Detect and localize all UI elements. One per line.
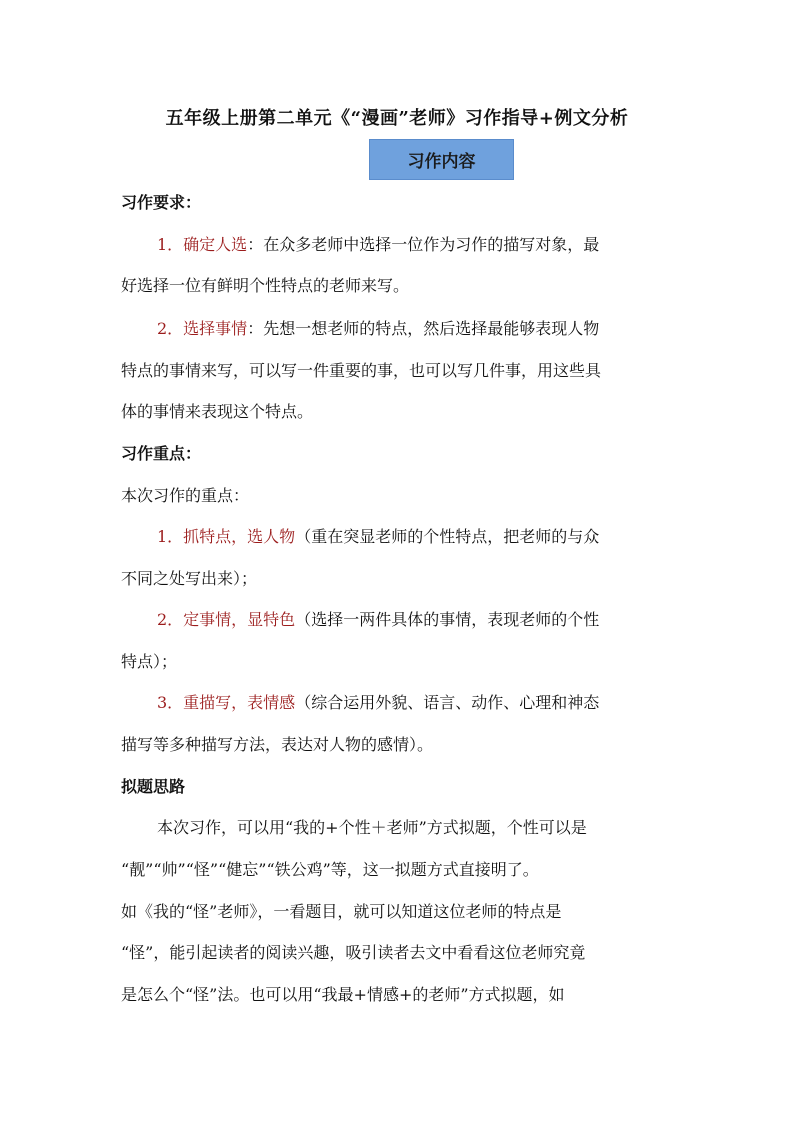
requirement-item-1-cont: 好选择一位有鲜明个性特点的老师来写。 bbox=[121, 276, 410, 295]
section-banner: 习作内容 bbox=[369, 139, 514, 180]
titling-line-5: 是怎么个“怪”法。也可以用“我最+情感+的老师”方式拟题，如 bbox=[121, 985, 565, 1004]
requirement-item-2-label: 2．选择事情 bbox=[157, 319, 248, 338]
requirement-item-1-text: ：在众多老师中选择一位作为习作的描写对象，最 bbox=[247, 235, 600, 254]
focus-item-3 bbox=[157, 690, 677, 713]
focus-item-1-cont: 不同之处写出来）； bbox=[121, 569, 258, 588]
requirement-item-2-text: ：先想一想老师的特点，然后选择最能够表现人物 bbox=[247, 319, 600, 338]
focus-item-2-text: （选择一两件具体的事情，表现老师的个性 bbox=[295, 610, 600, 629]
titling-line-3: 如《我的“怪”老师》，一看题目，就可以知道这位老师的特点是 bbox=[121, 902, 562, 921]
requirement-item-2 bbox=[157, 316, 677, 339]
titling-heading: 拟题思路 bbox=[121, 777, 186, 796]
focus-item-3-cont: 描写等多种描写方法，表达对人物的感情）。 bbox=[121, 735, 434, 754]
requirements-heading: 习作要求： bbox=[121, 193, 202, 212]
titling-line-4: “怪”，能引起读者的阅读兴趣，吸引读者去文中看看这位老师究竟 bbox=[121, 943, 586, 962]
document-title: 五年级上册第二单元《“漫画”老师》习作指导+例文分析 bbox=[165, 108, 629, 129]
focus-item-3-text: （综合运用外貌、语言、动作、心理和神态 bbox=[295, 693, 600, 712]
requirement-item-2-cont-1: 特点的事情来写，可以写一件重要的事，也可以写几件事，用这些具 bbox=[121, 361, 602, 380]
focus-item-1-label: 1．抓特点，选人物 bbox=[157, 527, 296, 546]
requirement-item-1-label: 1．确定人选 bbox=[157, 235, 248, 254]
requirement-item-2-cont-2: 体的事情来表现这个特点。 bbox=[121, 402, 314, 421]
focus-item-1 bbox=[157, 524, 677, 547]
titling-line-2: “靓”“帅”“怪”“健忘”“铁公鸡”等，这一拟题方式直接明了。 bbox=[121, 860, 539, 879]
titling-line-1: 本次习作，可以用“我的+个性＋老师”方式拟题，个性可以是 bbox=[157, 818, 587, 837]
focus-item-2 bbox=[157, 607, 677, 630]
focus-item-1-text: （重在突显老师的个性特点，把老师的与众 bbox=[295, 527, 600, 546]
focus-item-2-cont: 特点）； bbox=[121, 652, 178, 671]
focus-intro: 本次习作的重点： bbox=[121, 486, 250, 505]
focus-item-3-label: 3．重描写，表情感 bbox=[157, 693, 296, 712]
focus-item-2-label: 2．定事情，显特色 bbox=[157, 610, 296, 629]
focus-heading: 习作重点： bbox=[121, 444, 202, 463]
requirement-item-1 bbox=[157, 232, 677, 255]
